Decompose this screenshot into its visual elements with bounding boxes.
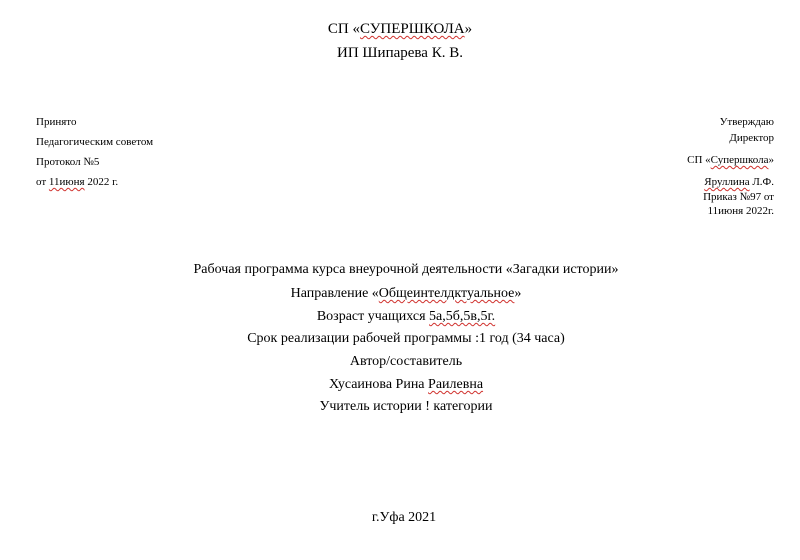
program-title: Рабочая программа курса внеурочной деятельности «Загадки истории» bbox=[193, 262, 619, 277]
director-name bbox=[704, 176, 774, 188]
director-org-word: Супершкола bbox=[710, 154, 769, 166]
protocol-label: Протокол №5 bbox=[36, 156, 100, 168]
order-label: Приказ №97 от bbox=[703, 191, 774, 203]
director-org-suffix: » bbox=[768, 154, 774, 166]
director-label: Директор bbox=[729, 132, 774, 144]
protocol-date-prefix: от bbox=[36, 176, 49, 188]
org-title bbox=[0, 21, 800, 38]
program-direction-suffix: » bbox=[514, 286, 522, 301]
author-name bbox=[0, 377, 800, 393]
program-age bbox=[0, 309, 800, 325]
org-title-suffix: » bbox=[464, 21, 473, 37]
org-title-prefix: СП « bbox=[327, 21, 360, 37]
protocol-date-suffix: 2022 г. bbox=[84, 176, 119, 188]
program-direction bbox=[0, 286, 800, 302]
director-org bbox=[687, 154, 774, 166]
protocol-date-word: 11июня bbox=[48, 176, 85, 188]
program-age-word: 5а,5б,5в,5г. bbox=[429, 309, 496, 324]
program-direction-word: Общеинтелдктуальное bbox=[378, 286, 515, 301]
author-name-prefix: Хусаинова Рина bbox=[328, 377, 429, 392]
order-date: 11июня 2022г. bbox=[707, 205, 774, 217]
program-direction-prefix: Направление « bbox=[290, 286, 379, 301]
accepted-label: Принято bbox=[36, 116, 77, 128]
program-term: Срок реализации рабочей программы :1 год (34 часа) bbox=[247, 331, 565, 346]
org-owner: ИП Шипарева К. В. bbox=[337, 45, 463, 61]
program-age-prefix: Возраст учащихся bbox=[316, 309, 430, 324]
org-title-word: СУПЕРШКОЛА bbox=[359, 21, 465, 37]
approve-label: Утверждаю bbox=[719, 116, 774, 128]
author-name-word: Раилевна bbox=[428, 377, 484, 392]
director-name-suffix: Л.Ф. bbox=[749, 176, 774, 188]
council-label: Педагогическим советом bbox=[36, 136, 154, 148]
author-label: Автор/составитель bbox=[349, 354, 463, 369]
director-name-word: Яруллина bbox=[704, 176, 750, 188]
city-year: г.Уфа 2021 bbox=[371, 510, 437, 525]
protocol-date bbox=[36, 176, 118, 188]
director-org-prefix: СП « bbox=[687, 154, 711, 166]
author-role: Учитель истории ! категории bbox=[319, 399, 493, 414]
